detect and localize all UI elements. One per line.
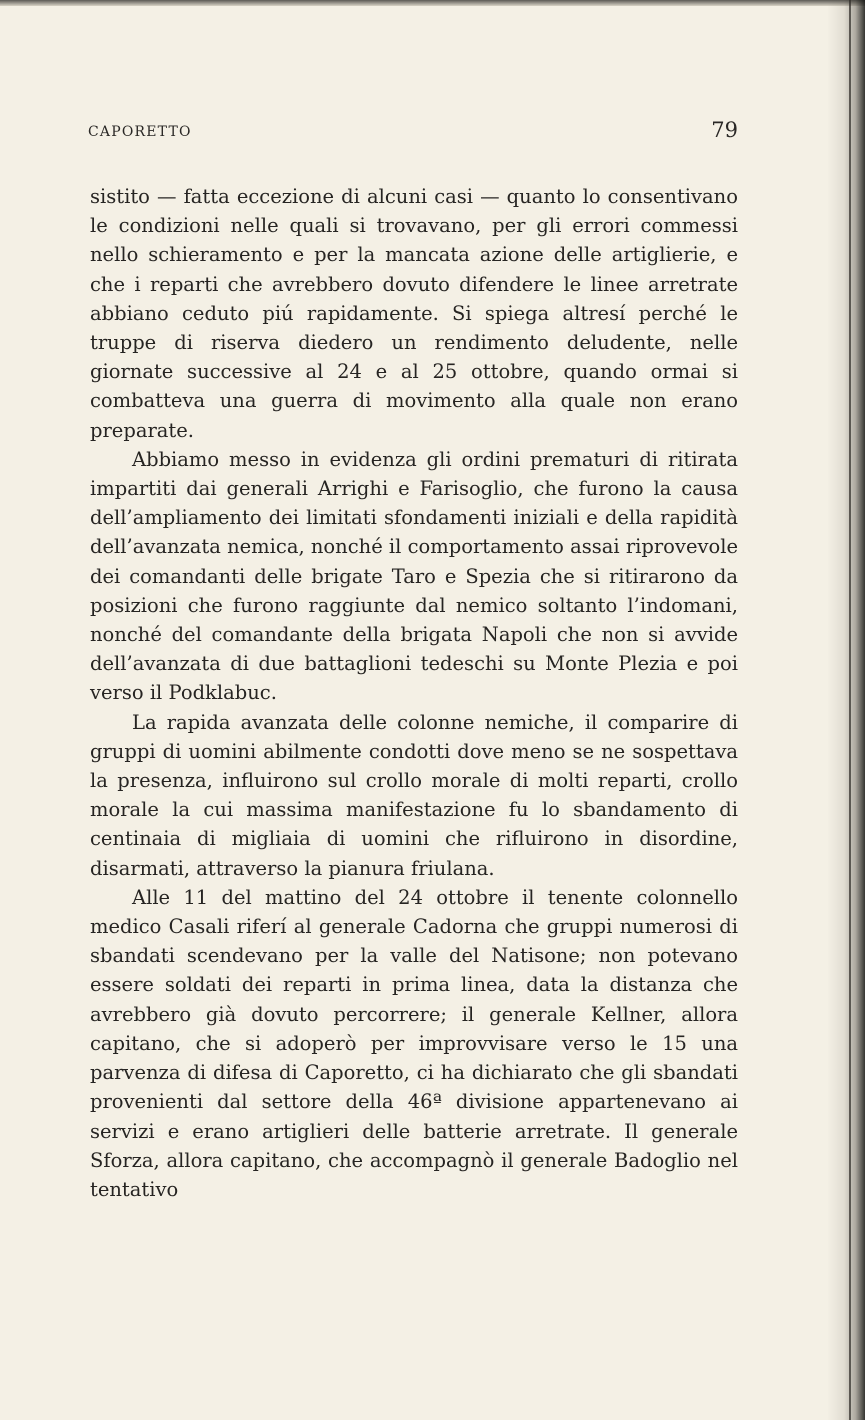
paragraph-4: Alle 11 del mattino del 24 ottobre il tenente colonnello medico Casali riferí al generale Cadorna che gruppi numerosi di sbandati scendevano per la valle del Natisone; non potevano essere soldati dei reparti in prima linea, data la distanza che avrebbero già dovuto percorrere; il generale Kellner, allora capitano, che si adoperò per improvvisare verso le 15 una parvenza di difesa di Caporetto, ci ha dichiarato che gli sbandati provenienti dal settore della 46ª divisione appartenevano ai servizi e erano artiglieri delle batterie arretrate. Il generale Sforza, allora capitano, che accompagnò il generale Badoglio nel tentativo xyxy=(90,885,738,1201)
page-number: 79 xyxy=(711,118,738,142)
book-spine-shadow xyxy=(827,0,865,1420)
running-title: CAPORETTO xyxy=(88,124,192,140)
paragraph-2: Abbiamo messo in evidenza gli ordini prematuri di ritirata impartiti dai generali Arrighi e Farisoglio, che furono la causa dell’ampliamento dei limitati sfondamenti iniziali e della rapidità dell’avanzata nemica, nonché il comportamento assai riprovevole dei comandanti delle brigate Taro e Spezia che si ritirarono da posizioni che furono raggiunte dal nemico soltanto l’indomani, nonché del comandante della brigata Napoli che non si avvide dell’avanzata di due battaglioni tedeschi su Monte Plezia e poi verso il Podklabuc. xyxy=(90,447,739,705)
body-text xyxy=(90,182,738,1204)
book-spine-edge xyxy=(849,0,851,1420)
running-head xyxy=(88,120,738,144)
page-top-edge xyxy=(0,0,865,6)
paragraph-1: sistito — fatta eccezione di alcuni casi — quanto lo consentivano le condizioni nelle quali si trovavano, per gli errori commessi nello schieramento e per la mancata azione delle artiglierie, e che i reparti che avrebbero dovuto difendere le linee arretrate abbiano ceduto piú rapidamente. Si spiega altresí perché le truppe di riserva diedero un rendimento deludente, nelle giornate successive al 24 e al 25 ottobre, quando ormai si combatteva una guerra di movimento alla quale non erano preparate. xyxy=(90,185,738,442)
paragraph-3: La rapida avanzata delle colonne nemiche, il comparire di gruppi di uomini abilmente condotti dove meno se ne sospettava la presenza, influirono sul crollo morale di molti reparti, crollo morale la cui massima manifestazione fu lo sbandamento di centinaia di migliaia di uomini che rifluirono in disordine, disarmati, attraverso la pianura friulana. xyxy=(90,710,738,880)
